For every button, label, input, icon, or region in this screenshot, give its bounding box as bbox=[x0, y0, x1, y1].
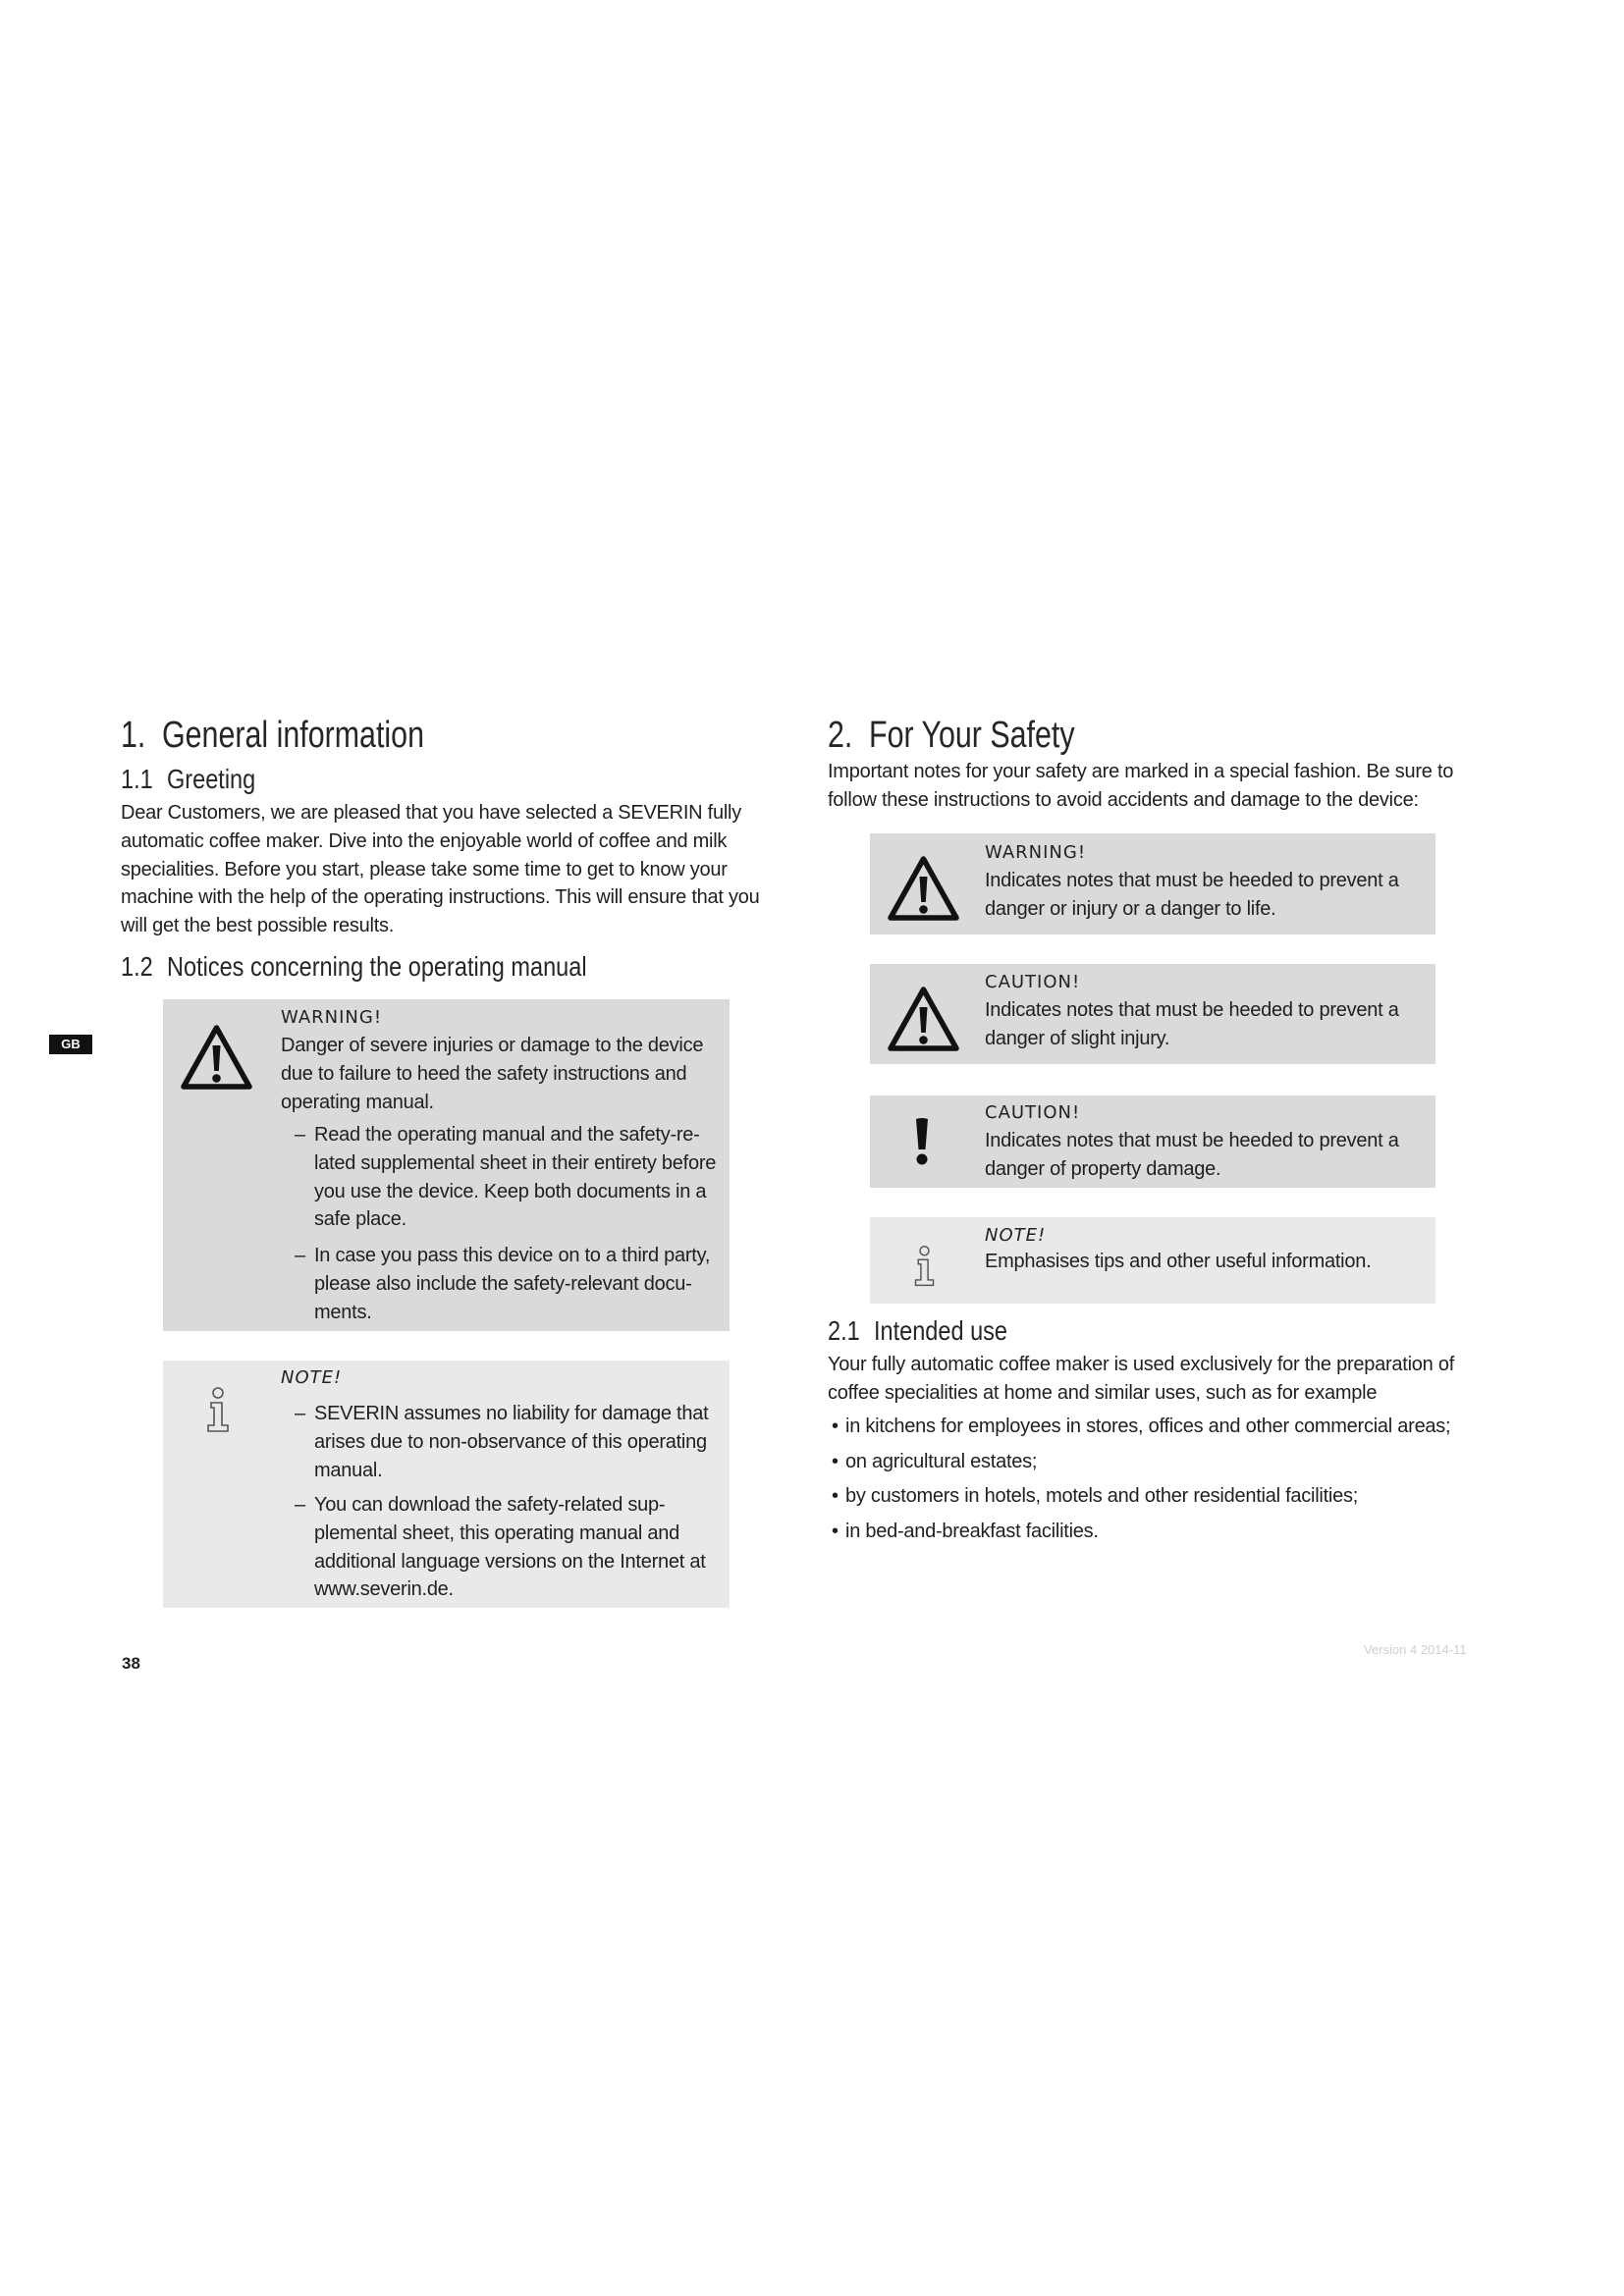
paragraph-line: will get the best possible results. bbox=[121, 915, 395, 937]
list-item-line: arises due to non-observance of this operating bbox=[314, 1430, 707, 1453]
warning-label: WARNING! bbox=[281, 1007, 383, 1028]
section-1-title: General information bbox=[162, 715, 424, 756]
legend-line: danger of slight injury. bbox=[985, 1027, 1170, 1049]
warning-legend-box bbox=[870, 833, 1435, 934]
exclamation-icon bbox=[913, 1117, 931, 1166]
legend-line: Indicates notes that must be heeded to prevent a bbox=[985, 870, 1399, 891]
note-label: NOTE! bbox=[985, 1225, 1047, 1246]
language-tab: GB bbox=[49, 1035, 92, 1054]
note-box bbox=[163, 1361, 730, 1608]
legend-line: Indicates notes that must be heeded to prevent a bbox=[985, 1130, 1399, 1151]
legend-text bbox=[985, 867, 1399, 924]
list-dash: – bbox=[295, 1245, 306, 1266]
info-icon bbox=[911, 1244, 938, 1289]
caution-injury-legend-box bbox=[870, 964, 1435, 1064]
legend-line: Emphasises tips and other useful information. bbox=[985, 1251, 1372, 1272]
section-2-number: 2. bbox=[828, 715, 853, 756]
warning-line: Danger of severe injuries or damage to the device bbox=[281, 1035, 704, 1056]
section-2-title: For Your Safety bbox=[869, 715, 1075, 756]
warning-label: WARNING! bbox=[985, 842, 1087, 863]
bullet-icon: • bbox=[832, 1415, 839, 1437]
list-item-line: you use the device. Keep both documents in a bbox=[314, 1180, 707, 1202]
section-1-number: 1. bbox=[121, 715, 146, 756]
caution-label: CAUTION! bbox=[985, 972, 1081, 992]
notices-number: 1.2 bbox=[121, 951, 153, 982]
warning-triangle-icon bbox=[887, 854, 960, 923]
note-label: NOTE! bbox=[281, 1367, 343, 1388]
bullet-item: in kitchens for employees in stores, offices and other commercial areas; bbox=[845, 1415, 1451, 1437]
greeting-title: Greeting bbox=[167, 764, 256, 794]
bullet-item: in bed-and-breakfast facilities. bbox=[845, 1521, 1099, 1542]
list-item-line: In case you pass this device on to a third party, bbox=[314, 1245, 711, 1266]
list-item-line: ments. bbox=[314, 1301, 372, 1323]
list-item-line: additional language versions on the Internet at bbox=[314, 1550, 706, 1573]
list-item-line: www.severin.de. bbox=[314, 1578, 454, 1601]
legend-line: danger or injury or a danger to life. bbox=[985, 897, 1276, 920]
legend-text bbox=[985, 996, 1399, 1053]
bullet-icon: • bbox=[832, 1521, 839, 1542]
list-item-line: lated supplemental sheet in their entirety before bbox=[314, 1151, 717, 1174]
list-item-line: safe place. bbox=[314, 1208, 406, 1231]
list-dash: – bbox=[295, 1124, 306, 1146]
intended-use-title: Intended use bbox=[874, 1315, 1008, 1346]
version-label: Version 4 2014-11 bbox=[1364, 1642, 1467, 1657]
greeting-paragraph bbox=[121, 799, 760, 940]
list-item-line: manual. bbox=[314, 1459, 383, 1481]
legend-line: danger of property damage. bbox=[985, 1157, 1221, 1180]
caution-label: CAUTION! bbox=[985, 1102, 1081, 1123]
paragraph-line: specialities. Before you start, please take some time to get to know your bbox=[121, 858, 728, 881]
notices-title: Notices concerning the operating manual bbox=[167, 951, 587, 982]
list-item bbox=[314, 1242, 710, 1326]
list-item bbox=[314, 1491, 706, 1604]
list-item bbox=[314, 1400, 708, 1484]
warning-triangle-icon bbox=[887, 985, 960, 1053]
legend-text bbox=[985, 1248, 1371, 1276]
intended-use-number: 2.1 bbox=[828, 1315, 860, 1346]
intended-use-paragraph bbox=[828, 1351, 1454, 1408]
warning-line: operating manual. bbox=[281, 1091, 434, 1113]
list-item-line: please also include the safety-relevant docu- bbox=[314, 1272, 692, 1295]
list-item-line: SEVERIN assumes no liability for damage that bbox=[314, 1403, 709, 1424]
bullet-icon: • bbox=[832, 1485, 839, 1507]
list-item-line: Read the operating manual and the safety-re- bbox=[314, 1124, 700, 1146]
bullet-icon: • bbox=[832, 1451, 839, 1472]
warning-line: due to failure to heed the safety instructions and bbox=[281, 1062, 687, 1085]
paragraph-line: coffee specialities at home and similar uses, such as for example bbox=[828, 1381, 1378, 1404]
note-legend-box bbox=[870, 1217, 1435, 1304]
info-icon bbox=[203, 1387, 233, 1433]
list-item-line: You can download the safety-related sup- bbox=[314, 1494, 666, 1516]
list-item bbox=[314, 1121, 716, 1234]
paragraph-line: machine with the help of the operating instructions. This will ensure that you bbox=[121, 886, 760, 909]
page-number: 38 bbox=[122, 1654, 140, 1673]
list-dash: – bbox=[295, 1494, 306, 1516]
bullet-item: on agricultural estates; bbox=[845, 1451, 1038, 1472]
paragraph-line: Important notes for your safety are marked in a special fashion. Be sure to bbox=[828, 761, 1454, 782]
list-dash: – bbox=[295, 1403, 306, 1424]
paragraph-line: automatic coffee maker. Dive into the enjoyable world of coffee and milk bbox=[121, 829, 728, 852]
safety-intro-paragraph bbox=[828, 758, 1453, 815]
greeting-number: 1.1 bbox=[121, 764, 153, 794]
warning-box bbox=[163, 999, 730, 1331]
paragraph-line: follow these instructions to avoid accidents and damage to the device: bbox=[828, 788, 1419, 811]
legend-line: Indicates notes that must be heeded to prevent a bbox=[985, 999, 1399, 1021]
warning-triangle-icon bbox=[180, 1023, 253, 1092]
paragraph-line: Dear Customers, we are pleased that you have selected a SEVERIN fully bbox=[121, 802, 741, 824]
warning-text bbox=[281, 1032, 703, 1116]
bullet-item: by customers in hotels, motels and other residential facilities; bbox=[845, 1485, 1359, 1507]
legend-text bbox=[985, 1127, 1399, 1184]
paragraph-line: Your fully automatic coffee maker is used exclusively for the preparation of bbox=[828, 1354, 1455, 1375]
caution-property-legend-box bbox=[870, 1095, 1435, 1188]
list-item-line: plemental sheet, this operating manual and bbox=[314, 1522, 679, 1544]
